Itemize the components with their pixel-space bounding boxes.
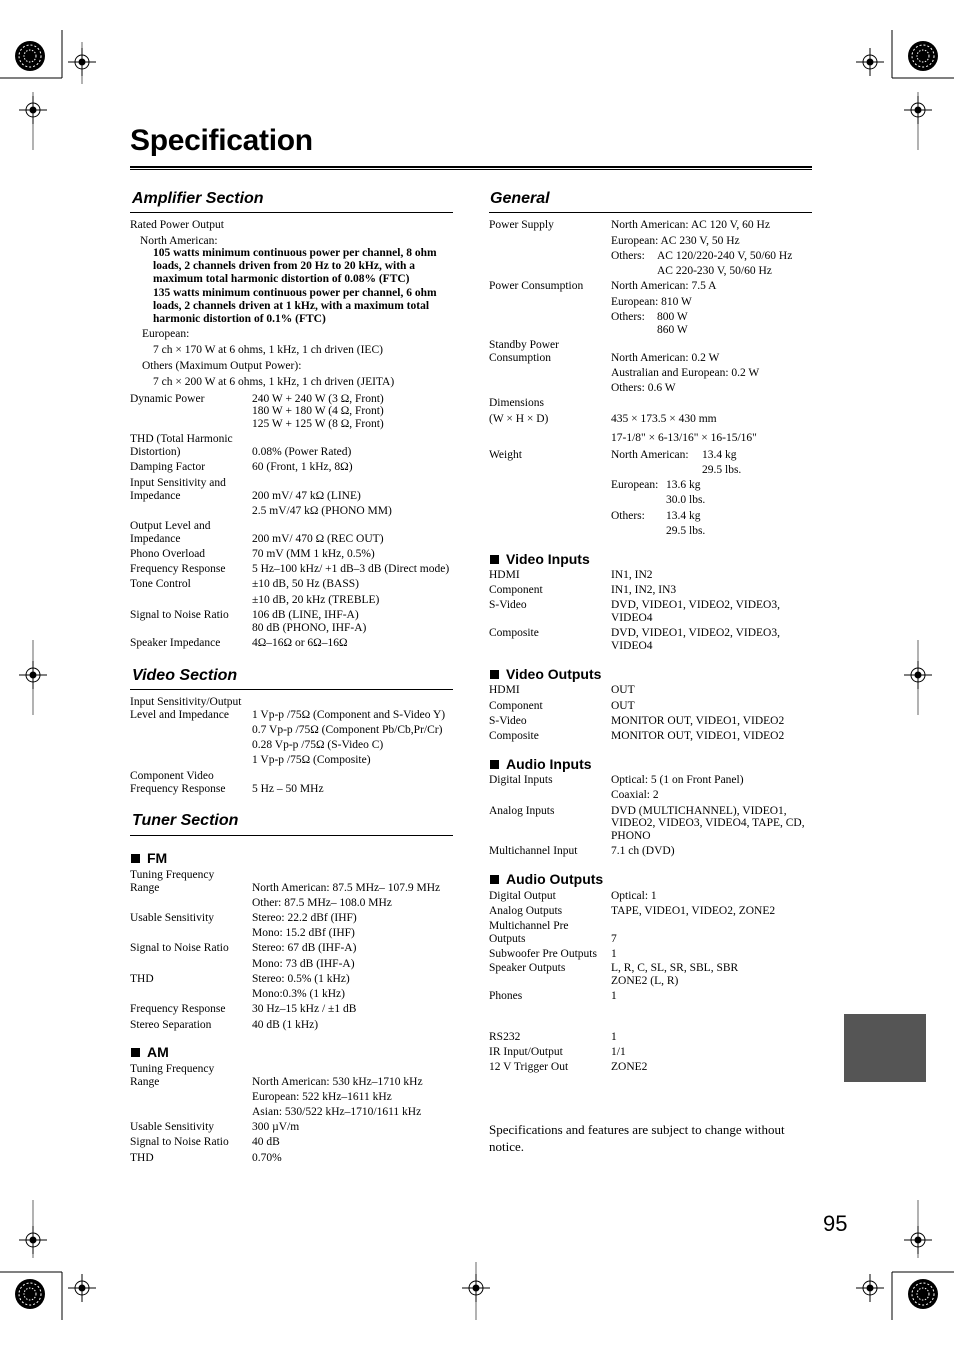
spec-value: 30.0 lbs. — [666, 494, 706, 506]
spec-label: Impedance — [130, 490, 181, 502]
video-rule — [130, 689, 453, 690]
spec-label: Dynamic Power — [130, 393, 205, 405]
spec-label: Component Video — [130, 770, 214, 782]
spec-value: Others: — [611, 250, 645, 262]
spec-value: Coaxial: 2 — [611, 789, 659, 801]
spec-value: 435 × 173.5 × 430 mm — [611, 413, 717, 425]
spec-value: European: 522 kHz–1611 kHz — [252, 1091, 392, 1103]
spec-label: Speaker Outputs — [489, 962, 566, 974]
side-tab-block — [844, 1014, 926, 1082]
spec-value: 0.08% (Power Rated) — [252, 446, 352, 458]
bullet-square-icon — [490, 555, 499, 564]
na-line: loads, 2 channels driven from 20 Hz to 20 kHz, with a — [153, 260, 416, 272]
spec-value: TAPE, VIDEO1, VIDEO2, ZONE2 — [611, 905, 776, 917]
spec-label: Level and Impedance — [130, 709, 229, 721]
spec-value: 30 Hz–15 kHz / ±1 dB — [252, 1003, 357, 1015]
title-rule — [130, 166, 812, 170]
spec-value: Others: — [611, 311, 645, 323]
spec-label: Output Level and — [130, 520, 211, 532]
spec-label: HDMI — [489, 569, 520, 581]
spec-value: Australian and European: 0.2 W — [611, 367, 760, 379]
spec-value: AC 220-230 V, 50/60 Hz — [657, 265, 772, 277]
na-line: loads, 2 channels driven at 1 kHz, with a maximum total — [153, 300, 430, 312]
spec-label: (W × H × D) — [489, 413, 549, 425]
video-heading: Video Section — [132, 667, 238, 684]
spec-label: Consumption — [489, 352, 551, 364]
spec-value: Mono:0.3% (1 kHz) — [252, 988, 345, 1000]
others-label: Others (Maximum Output Power): — [142, 360, 302, 372]
spec-label: Composite — [489, 730, 539, 742]
na-line: 135 watts minimum continuous power per channel, 6 ohm — [153, 287, 437, 299]
spec-value: 80 dB (PHONO, IHF-A) — [252, 622, 367, 634]
spec-value: DVD, VIDEO1, VIDEO2, VIDEO3, — [611, 627, 780, 639]
spec-value: ZONE2 — [611, 1061, 648, 1073]
general-heading: General — [490, 190, 550, 207]
tuner-heading: Tuner Section — [132, 812, 239, 829]
spec-value: Optical: 1 — [611, 890, 657, 902]
spec-value: 125 W + 125 W (8 Ω, Front) — [252, 418, 384, 430]
na-line: harmonic distortion of 0.1% (FTC) — [153, 313, 326, 325]
spec-value: 17-1/8" × 6-13/16" × 16-15/16" — [611, 432, 757, 444]
spec-value: OUT — [611, 684, 635, 696]
spec-label: Tuning Frequency — [130, 869, 215, 881]
spec-value: 40 dB (1 kHz) — [252, 1019, 319, 1031]
bullet-square-icon — [490, 875, 499, 884]
spec-value: Stereo: 0.5% (1 kHz) — [252, 973, 350, 985]
spec-value: 7 — [611, 933, 617, 945]
spec-label: Usable Sensitivity — [130, 1121, 215, 1133]
spec-label: Input Sensitivity/Output — [130, 696, 242, 708]
spec-value: Asian: 530/522 kHz–1710/1611 kHz — [252, 1106, 422, 1118]
spec-label: Distortion) — [130, 446, 181, 458]
spec-value: 300 µV/m — [252, 1121, 300, 1133]
spec-value: 1 Vp-p /75Ω (Composite) — [252, 754, 371, 766]
spec-value: ±10 dB, 20 kHz (TREBLE) — [252, 594, 380, 606]
spec-value: OUT — [611, 700, 635, 712]
spec-value: 1 — [611, 948, 617, 960]
video-inputs-heading: Video Inputs — [490, 551, 590, 567]
na-line: maximum total harmonic distortion of 0.08% (FTC) — [153, 273, 410, 285]
spec-value: 0.28 Vp-p /75Ω (S-Video C) — [252, 739, 384, 751]
spec-value: 0.70% — [252, 1152, 282, 1164]
spec-value: 106 dB (LINE, IHF-A) — [252, 609, 359, 621]
spec-value: 29.5 lbs. — [702, 464, 742, 476]
spec-value: DVD, VIDEO1, VIDEO2, VIDEO3, — [611, 599, 780, 611]
spec-value: 240 W + 240 W (3 Ω, Front) — [252, 393, 384, 405]
spec-value: IN1, IN2, IN3 — [611, 584, 677, 596]
page-title: Specification — [130, 124, 313, 157]
spec-label: Outputs — [489, 933, 526, 945]
bullet-square-icon — [131, 854, 140, 863]
spec-label: THD (Total Harmonic — [130, 433, 233, 445]
spec-value: North American: AC 120 V, 60 Hz — [611, 219, 770, 231]
spec-value: 2.5 mV/47 kΩ (PHONO MM) — [252, 505, 392, 517]
spec-value: Mono: 15.2 dBf (IHF) — [252, 927, 355, 939]
spec-label: Weight — [489, 449, 522, 461]
spec-value: ZONE2 (L, R) — [611, 975, 679, 987]
spec-value: North American: 87.5 MHz– 107.9 MHz — [252, 882, 441, 894]
european-value: 7 ch × 170 W at 6 ohms, 1 kHz, 1 ch driven (IEC) — [153, 344, 383, 356]
spec-value: Stereo: 22.2 dBf (IHF) — [252, 912, 357, 924]
spec-value: 1 — [611, 990, 617, 1002]
rated-power-label: Rated Power Output — [130, 219, 224, 231]
spec-value: Others: — [611, 510, 645, 522]
bullet-square-icon — [490, 760, 499, 769]
spec-label: IR Input/Output — [489, 1046, 563, 1058]
spec-value: 180 W + 180 W (4 Ω, Front) — [252, 405, 384, 417]
spec-label: Usable Sensitivity — [130, 912, 215, 924]
fm-heading: FM — [131, 850, 167, 866]
spec-label: Tuning Frequency — [130, 1063, 215, 1075]
spec-value: 860 W — [657, 324, 688, 336]
spec-label: Analog Outputs — [489, 905, 563, 917]
amplifier-heading: Amplifier Section — [132, 190, 264, 207]
european-label: European: — [142, 328, 190, 340]
spec-label: Speaker Impedance — [130, 637, 221, 649]
bullet-square-icon — [490, 670, 499, 679]
spec-value: 4Ω–16Ω or 6Ω–16Ω — [252, 637, 348, 649]
spec-label: Digital Inputs — [489, 774, 553, 786]
spec-value: European: AC 230 V, 50 Hz — [611, 235, 740, 247]
bullet-square-icon — [131, 1048, 140, 1057]
spec-label: Power Supply — [489, 219, 554, 231]
spec-value: DVD (MULTICHANNEL), VIDEO1, — [611, 805, 787, 817]
spec-label: Tone Control — [130, 578, 191, 590]
general-rule — [489, 212, 812, 213]
spec-label: THD — [130, 1152, 154, 1164]
spec-label: Digital Output — [489, 890, 556, 902]
spec-value: AC 120/220-240 V, 50/60 Hz — [657, 250, 793, 262]
spec-value: 200 mV/ 470 Ω (REC OUT) — [252, 533, 384, 545]
spec-value: 60 (Front, 1 kHz, 8Ω) — [252, 461, 353, 473]
spec-value: Stereo: 67 dB (IHF-A) — [252, 942, 357, 954]
spec-label: Damping Factor — [130, 461, 206, 473]
spec-value: 1 Vp-p /75Ω (Component and S-Video Y) — [252, 709, 446, 721]
spec-value: North American: 7.5 A — [611, 280, 717, 292]
tuner-rule — [130, 835, 453, 836]
spec-label: Composite — [489, 627, 539, 639]
spec-label: Signal to Noise Ratio — [130, 609, 229, 621]
spec-value: Others: 0.6 W — [611, 382, 676, 394]
am-heading: AM — [131, 1044, 169, 1060]
spec-label: Frequency Response — [130, 1003, 226, 1015]
spec-label: Multichannel Input — [489, 845, 578, 857]
spec-value: 0.7 Vp-p /75Ω (Component Pb/Cb,Pr/Cr) — [252, 724, 443, 736]
spec-label: Subwoofer Pre Outputs — [489, 948, 597, 960]
amplifier-rule — [130, 212, 453, 213]
spec-label: THD — [130, 973, 154, 985]
spec-value: 200 mV/ 47 kΩ (LINE) — [252, 490, 361, 502]
spec-label: Input Sensitivity and — [130, 477, 226, 489]
spec-value: MONITOR OUT, VIDEO1, VIDEO2 — [611, 715, 785, 727]
north-american-label: North American: — [140, 235, 218, 247]
spec-value: Mono: 73 dB (IHF-A) — [252, 958, 355, 970]
spec-label: Range — [130, 882, 160, 894]
spec-value: North American: 530 kHz–1710 kHz — [252, 1076, 423, 1088]
spec-label: Dimensions — [489, 397, 544, 409]
video-outputs-heading: Video Outputs — [490, 666, 601, 682]
spec-value: 13.4 kg — [702, 449, 737, 461]
audio-outputs-heading: Audio Outputs — [490, 871, 603, 887]
spec-value: 1/1 — [611, 1046, 626, 1058]
spec-value: 7.1 ch (DVD) — [611, 845, 675, 857]
spec-value: ±10 dB, 50 Hz (BASS) — [252, 578, 359, 590]
spec-label: Signal to Noise Ratio — [130, 1136, 229, 1148]
footnote: Specifications and features are subject to change without notice. — [489, 1122, 785, 1154]
spec-value: VIDEO2, VIDEO3, VIDEO4, TAPE, CD, — [611, 817, 805, 829]
spec-label: Analog Inputs — [489, 805, 555, 817]
spec-label: Frequency Response — [130, 563, 226, 575]
spec-value: PHONO — [611, 830, 651, 842]
spec-value: North American: — [611, 449, 689, 461]
spec-label: HDMI — [489, 684, 520, 696]
spec-value: Optical: 5 (1 on Front Panel) — [611, 774, 744, 786]
page-number: 95 — [823, 1211, 848, 1236]
spec-label: Phones — [489, 990, 523, 1002]
spec-label: S-Video — [489, 599, 527, 611]
spec-value: 13.4 kg — [666, 510, 701, 522]
spec-value: 5 Hz–100 kHz/ +1 dB–3 dB (Direct mode) — [252, 563, 450, 575]
spec-value: 1 — [611, 1031, 617, 1043]
spec-value: 13.6 kg — [666, 479, 701, 491]
spec-value: IN1, IN2 — [611, 569, 653, 581]
spec-value: MONITOR OUT, VIDEO1, VIDEO2 — [611, 730, 785, 742]
spec-value: 40 dB — [252, 1136, 280, 1148]
spec-value: Other: 87.5 MHz– 108.0 MHz — [252, 897, 392, 909]
spec-value: European: 810 W — [611, 296, 692, 308]
spec-label: Standby Power — [489, 339, 559, 351]
spec-label: S-Video — [489, 715, 527, 727]
spec-value: 800 W — [657, 311, 688, 323]
spec-label: RS232 — [489, 1031, 521, 1043]
spec-value: VIDEO4 — [611, 612, 653, 624]
spec-label: Component — [489, 584, 543, 596]
spec-label: Impedance — [130, 533, 181, 545]
spec-value: L, R, C, SL, SR, SBL, SBR — [611, 962, 739, 974]
spec-label: Frequency Response — [130, 783, 226, 795]
spec-label: Component — [489, 700, 543, 712]
spec-label: Power Consumption — [489, 280, 584, 292]
spec-label: Signal to Noise Ratio — [130, 942, 229, 954]
spec-value: North American: 0.2 W — [611, 352, 720, 364]
spec-value: 29.5 lbs. — [666, 525, 706, 537]
na-line: 105 watts minimum continuous power per channel, 8 ohm — [153, 247, 437, 259]
spec-label: Phono Overload — [130, 548, 206, 560]
spec-label: Range — [130, 1076, 160, 1088]
audio-inputs-heading: Audio Inputs — [490, 756, 592, 772]
spec-label: 12 V Trigger Out — [489, 1061, 569, 1073]
spec-label: Stereo Separation — [130, 1019, 212, 1031]
spec-value: European: — [611, 479, 659, 491]
spec-value: 70 mV (MM 1 kHz, 0.5%) — [252, 548, 375, 560]
spec-value: VIDEO4 — [611, 640, 653, 652]
spec-value: 5 Hz – 50 MHz — [252, 783, 324, 795]
spec-label: Multichannel Pre — [489, 920, 569, 932]
others-value: 7 ch × 200 W at 6 ohms, 1 kHz, 1 ch driven (JEITA) — [153, 376, 395, 388]
